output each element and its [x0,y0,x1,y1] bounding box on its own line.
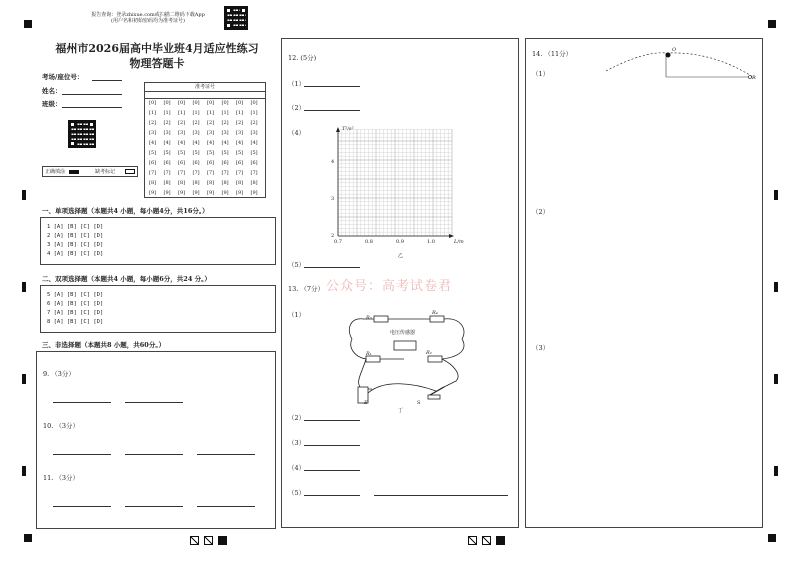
r4-label: R₄ [432,310,438,316]
exam-id-bubble[interactable]: [6] [236,160,244,166]
exam-id-bubble[interactable]: [3] [192,130,200,136]
exam-id-bubble[interactable]: [8] [236,180,244,186]
report-note-line2: (用户名和初始密码均为准考证号) [111,18,185,24]
mc-row[interactable]: 6 [A] [B] [C] [D] [47,301,104,307]
graph-xtick: 0.7 [334,239,342,245]
exam-id-column [251,98,265,198]
mc-row[interactable]: 5 [A] [B] [C] [D] [47,292,104,298]
e-label: E [364,400,368,406]
class-label: 班级： [42,100,62,108]
exam-id-column [207,98,221,198]
exam-id-bubble[interactable]: [7] [250,170,258,176]
graph-xtick: 1.0 [427,239,435,245]
exam-id-column [193,98,207,198]
exam-id-bubble[interactable]: [7] [163,170,171,176]
exam-id-bubble[interactable]: [3] [250,130,258,136]
exam-id-bubble[interactable]: [9] [163,190,171,196]
fill-legend [42,166,138,177]
exam-id-bubble[interactable]: [0] [178,100,186,106]
exam-id-bubble[interactable]: [1] [221,110,229,116]
trajectory-diagram [604,43,764,83]
graph-grid[interactable] [322,121,462,251]
exam-id-bubble[interactable]: [9] [192,190,200,196]
section1-title: 一、单项选择题（本题共4 小题，每小题4分，共16分。） [42,207,209,215]
q10-label: 10. （3分） [43,422,80,430]
page-mark [468,536,477,545]
exam-id-bubble[interactable]: [9] [207,190,215,196]
answer-line[interactable] [125,506,183,507]
exam-id-column [149,98,163,198]
exam-id-bubble[interactable]: [4] [221,140,229,146]
exam-id-bubble[interactable]: [6] [163,160,171,166]
point-p-label: P [752,75,756,81]
exam-id-bubble[interactable]: [3] [207,130,215,136]
exam-id-bubble[interactable]: [3] [178,130,186,136]
exam-id-bubble[interactable]: [7] [192,170,200,176]
exam-id-bubble[interactable]: [8] [221,180,229,186]
answer-line[interactable] [304,86,360,87]
q9-label: 9. （3分） [43,370,75,378]
timing-mark [774,190,778,200]
answer-line[interactable] [53,402,111,403]
answer-line[interactable] [374,495,508,496]
graph-caption: 乙 [398,253,404,259]
exam-id-bubble[interactable]: [5] [221,150,229,156]
exam-id-bubble[interactable]: [0] [163,100,171,106]
exam-id-bubble[interactable]: [2] [192,120,200,126]
q13-label: 13. （7分） [288,285,325,293]
timing-mark [24,534,32,542]
timing-mark [22,374,26,384]
timing-mark [22,190,26,200]
exam-id-bubble[interactable]: [9] [236,190,244,196]
exam-id-bubble[interactable]: [3] [236,130,244,136]
graph-ylabel: T²/s² [342,126,354,132]
answer-line[interactable] [53,506,111,507]
exam-id-bubble[interactable]: [2] [250,120,258,126]
q12-part1-label: （1） [288,80,306,88]
q13-part1-label: （1） [288,311,306,319]
missing-mark-box[interactable] [125,169,135,174]
exam-id-bubble[interactable]: [3] [163,130,171,136]
mc-row[interactable]: 7 [A] [B] [C] [D] [47,310,104,316]
page-title: 福州市2026届高中毕业班4月适应性练习 [55,42,259,55]
exam-id-bubble[interactable]: [0] [207,100,215,106]
answer-line[interactable] [304,470,360,471]
exam-id-bubble[interactable]: [1] [192,110,200,116]
page-mark [218,536,227,545]
report-note-line1: 报告查询：登录zhixue.com或扫描二维码下载App [91,12,205,18]
exam-id-bubble[interactable]: [1] [149,110,157,116]
section2-title: 二、双项选择题（本题共4 小题，每小题6分，共24 分。） [42,275,211,283]
answer-line[interactable] [197,506,255,507]
exam-id-bubble[interactable]: [6] [178,160,186,166]
graph-xtick: 0.8 [365,239,373,245]
correct-fill-sample [69,170,79,174]
page-mark [496,536,505,545]
missing-mark-label: 缺考标记 [95,169,116,175]
report-note [78,12,218,24]
exam-id-bubble[interactable]: [4] [178,140,186,146]
exam-id-bubble[interactable]: [5] [192,150,200,156]
room-label: 考场/座位号： [42,73,84,81]
exam-id-bubble[interactable]: [5] [207,150,215,156]
mc-row[interactable]: 1 [A] [B] [C] [D] [47,224,104,230]
exam-id-bubble[interactable]: [4] [163,140,171,146]
graph-xtick: 0.9 [396,239,404,245]
exam-id-title: 准考证号 [194,84,215,90]
sensor-label: 电压传感器 [390,330,416,336]
q14-part3-label: （3） [532,344,550,352]
exam-id-bubble[interactable]: [7] [236,170,244,176]
page-mark [204,536,213,545]
answer-line[interactable] [304,420,360,421]
exam-id-bubble[interactable]: [8] [163,180,171,186]
exam-id-bubble[interactable]: [1] [207,110,215,116]
exam-id-bubble[interactable]: [9] [149,190,157,196]
timing-mark [774,374,778,384]
point-o-label: O [672,47,677,53]
page-mark [482,536,491,545]
q13-part4-label: （4） [288,464,306,472]
graph-xlabel: L/m [454,239,464,245]
circuit-caption: 丁 [398,408,404,414]
exam-id-bubble[interactable]: [5] [163,150,171,156]
answer-line[interactable] [125,402,183,403]
q12-label: 12. (5分) [288,54,317,62]
q12-part5-label: （5） [288,261,306,269]
qr-code[interactable] [224,6,248,30]
circuit-diagram [344,309,474,409]
s-label: S [417,400,421,406]
exam-id-grid [144,82,266,198]
page-mark [190,536,199,545]
exam-id-bubble[interactable]: [5] [149,150,157,156]
exam-id-bubble[interactable]: [2] [236,120,244,126]
graph-ytick: 4 [331,159,335,165]
exam-id-column [164,98,178,198]
q12-part2-label: （2） [288,104,306,112]
middle-panel [281,38,519,528]
name-label: 姓名： [42,87,62,95]
answer-line[interactable] [304,110,360,111]
exam-id-bubble[interactable]: [3] [149,130,157,136]
exam-id-bubble[interactable]: [5] [236,150,244,156]
exam-id-bubble[interactable]: [6] [250,160,258,166]
exam-id-bubble[interactable]: [2] [163,120,171,126]
room-field[interactable] [92,80,122,81]
exam-id-bubble[interactable]: [8] [192,180,200,186]
answer-line[interactable] [304,267,360,268]
exam-id-bubble[interactable]: [1] [163,110,171,116]
exam-id-bubble[interactable]: [4] [192,140,200,146]
answer-line[interactable] [197,454,255,455]
name-field[interactable] [62,94,122,95]
mc-row[interactable]: 8 [A] [B] [C] [D] [47,319,104,325]
section3-box [36,351,276,529]
exam-id-bubble[interactable]: [3] [221,130,229,136]
q11-label: 11. （3分） [43,474,80,482]
answer-line[interactable] [125,454,183,455]
exam-id-bubble[interactable]: [1] [250,110,258,116]
exam-id-bubble[interactable]: [9] [221,190,229,196]
exam-id-bubble[interactable]: [7] [149,170,157,176]
exam-id-bubble[interactable]: [5] [178,150,186,156]
exam-id-bubble[interactable]: [6] [149,160,157,166]
timing-mark [774,282,778,292]
right-panel [525,38,763,528]
r2-label: R₂ [426,350,432,356]
exam-id-bubble[interactable]: [7] [221,170,229,176]
timing-mark [24,20,32,28]
exam-id-bubble[interactable]: [8] [250,180,258,186]
exam-id-bubble[interactable]: [4] [250,140,258,146]
answer-line[interactable] [304,445,360,446]
graph-ytick: 2 [331,233,335,239]
exam-id-bubble[interactable]: [7] [178,170,186,176]
watermark: 公众号：高考试卷君 [326,279,453,294]
student-qr-code [68,120,96,148]
exam-id-bubble[interactable]: [2] [149,120,157,126]
exam-id-bubble[interactable]: [5] [250,150,258,156]
exam-id-bubble[interactable]: [2] [221,120,229,126]
q12-part4-label: （4） [288,129,306,137]
exam-id-bubble[interactable]: [0] [221,100,229,106]
exam-id-bubble[interactable]: [0] [236,100,244,106]
exam-id-bubble[interactable]: [8] [149,180,157,186]
answer-line[interactable] [53,454,111,455]
r3-label: R₃ [366,315,372,321]
exam-id-bubble[interactable]: [7] [207,170,215,176]
exam-id-bubble[interactable]: [4] [149,140,157,146]
exam-id-bubble[interactable]: [6] [207,160,215,166]
q13-part3-label: （3） [288,439,306,447]
q13-part2-label: （2） [288,414,306,422]
timing-mark [768,534,776,542]
exam-id-bubble[interactable]: [4] [207,140,215,146]
exam-id-bubble[interactable]: [0] [192,100,200,106]
exam-id-column [236,98,250,198]
r1-label: R₁ [366,351,372,357]
q14-part2-label: （2） [532,208,550,216]
timing-mark [22,466,26,476]
timing-mark [22,282,26,292]
graph-ytick: 3 [331,196,335,202]
timing-mark [774,466,778,476]
class-field[interactable] [62,107,122,108]
exam-id-column [222,98,236,198]
exam-id-bubble[interactable]: [2] [178,120,186,126]
mc-row[interactable]: 4 [A] [B] [C] [D] [47,251,104,257]
q14-part1-label: （1） [532,70,550,78]
timing-mark [768,20,776,28]
exam-id-bubble[interactable]: [1] [178,110,186,116]
exam-id-bubble[interactable]: [0] [149,100,157,106]
exam-id-bubble[interactable]: [9] [250,190,258,196]
exam-id-bubble[interactable]: [9] [178,190,186,196]
exam-id-bubble[interactable]: [6] [221,160,229,166]
section3-title: 三、非选择题（本题共8 小题，共60分。） [42,341,166,349]
section2-box [40,285,276,333]
section1-box [40,217,276,265]
q14-label: 14. （11分） [532,50,573,58]
mc-row[interactable]: 3 [A] [B] [C] [D] [47,242,104,248]
page-subtitle: 物理答题卡 [129,57,185,70]
exam-id-bubble[interactable]: [8] [207,180,215,186]
q13-part5-label: （5） [288,489,306,497]
exam-id-column [178,98,192,198]
exam-id-bubble[interactable]: [8] [178,180,186,186]
correct-fill-label: 正确填涂 [45,169,66,175]
exam-id-bubble[interactable]: [4] [236,140,244,146]
exam-id-bubble[interactable]: [1] [236,110,244,116]
answer-line[interactable] [304,495,360,496]
exam-id-bubble[interactable]: [0] [250,100,258,106]
exam-id-bubble[interactable]: [6] [192,160,200,166]
exam-id-bubble[interactable]: [2] [207,120,215,126]
mc-row[interactable]: 2 [A] [B] [C] [D] [47,233,104,239]
